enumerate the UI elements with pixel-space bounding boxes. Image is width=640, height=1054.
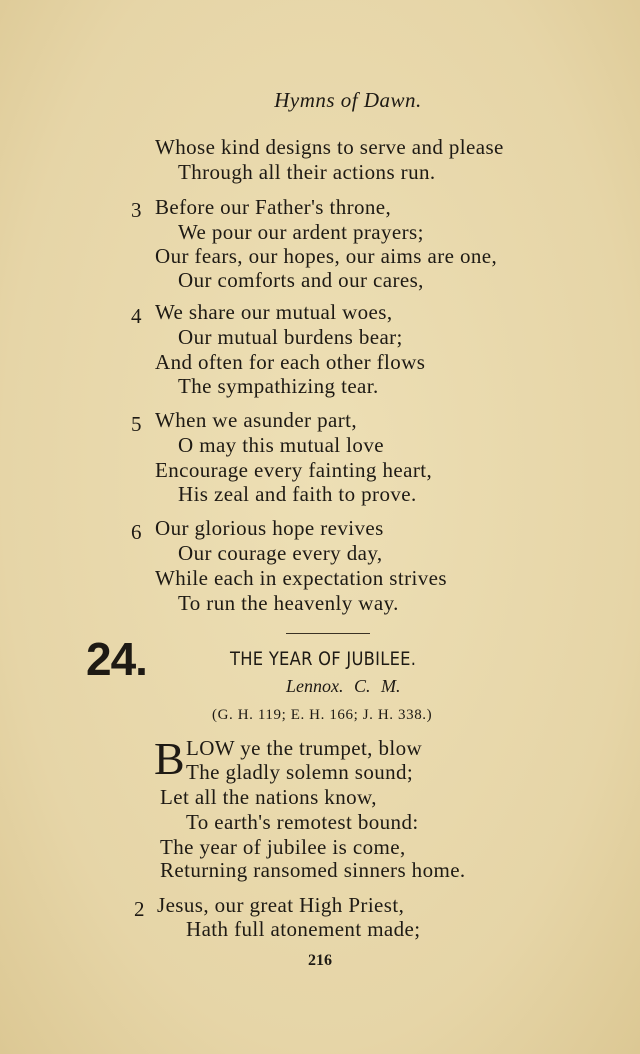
verse-line: While each in expectation strives [155, 566, 447, 590]
verse-line: Before our Father's throne, [155, 195, 392, 219]
verse-line: When we asunder part, [155, 408, 357, 432]
verse-line: To earth's remotest bound: [186, 810, 419, 834]
hymn-title: THE YEAR OF JUBILEE. [230, 648, 417, 670]
verse-number: 2 [134, 897, 145, 921]
page-number: 216 [308, 952, 332, 969]
verse-line: His zeal and faith to prove. [178, 482, 417, 506]
verse-line: O may this mutual love [178, 433, 384, 457]
verse-number: 4 [131, 304, 142, 328]
verse-line: Whose kind designs to serve and please [155, 135, 504, 159]
section-divider [286, 633, 370, 634]
verse-line: To run the heavenly way. [178, 591, 399, 615]
verse-number: 6 [131, 520, 142, 544]
drop-cap: B [154, 733, 185, 784]
verse-line: Our mutual burdens bear; [178, 325, 403, 349]
verse-line: The year of jubilee is come, [160, 835, 406, 859]
verse-line: Encourage every fainting heart, [155, 458, 433, 482]
verse-line: Our glorious hope revives [155, 516, 384, 540]
verse-line: And often for each other flows [155, 350, 426, 374]
hymn-references: (G. H. 119; E. H. 166; J. H. 338.) [212, 707, 433, 723]
verse-line: Through all their actions run. [178, 160, 436, 184]
verse-line: Hath full atonement made; [186, 917, 421, 941]
hymn-number: 24. [86, 633, 147, 685]
verse-line: Let all the nations know, [160, 785, 377, 809]
verse-line: The gladly solemn sound; [186, 760, 414, 784]
verse-number: 5 [131, 412, 142, 436]
verse-line: LOW ye the trumpet, blow [186, 736, 423, 760]
verse-line: Jesus, our great High Priest, [157, 893, 405, 917]
verse-line: Our comforts and our cares, [178, 268, 424, 292]
tune-name: Lennox. C. M. [286, 676, 401, 696]
verse-line: The sympathizing tear. [178, 374, 379, 398]
verse-line: Our fears, our hopes, our aims are one, [155, 244, 498, 268]
verse-line: We pour our ardent prayers; [178, 220, 424, 244]
running-head: Hymns of Dawn. [274, 88, 422, 112]
verse-number: 3 [131, 198, 142, 222]
verse-line: Our courage every day, [178, 541, 383, 565]
verse-line: We share our mutual woes, [155, 300, 393, 324]
verse-line: Returning ransomed sinners home. [160, 858, 466, 882]
